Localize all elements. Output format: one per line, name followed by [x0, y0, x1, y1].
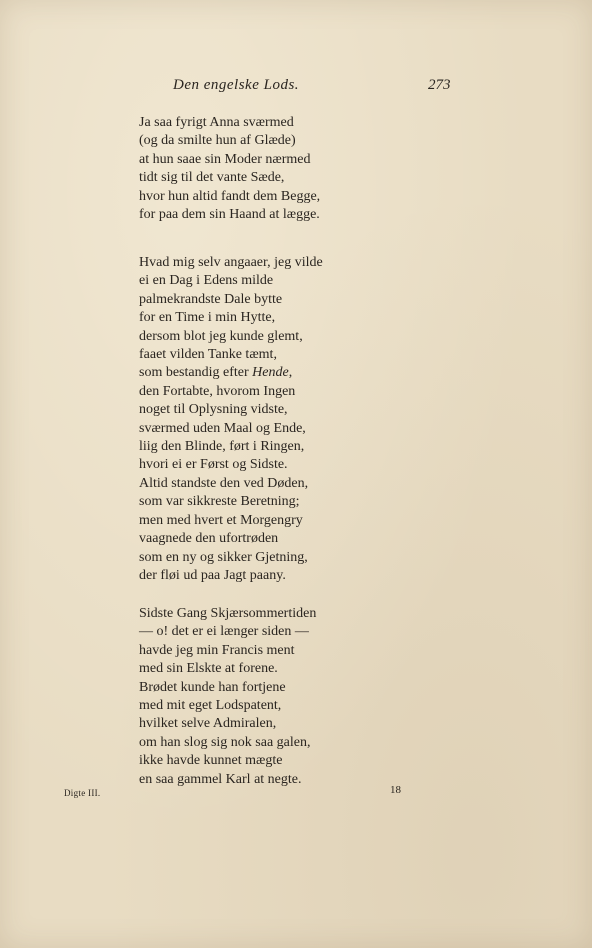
verse-line: om han slog sig nok saa galen,	[139, 734, 311, 750]
verse-line: med mit eget Lodspatent,	[139, 698, 282, 714]
verse-line: for paa dem sin Haand at lægge.	[139, 207, 320, 223]
verse-line: ei en Dag i Edens milde	[139, 273, 274, 289]
verse-line: Brødet kunde han fortjene	[139, 679, 286, 695]
verse-line: palmekrandste Dale bytte	[139, 291, 283, 307]
verse-line: havde jeg min Francis ment	[139, 642, 295, 658]
verse-line: Ja saa fyrigt Anna sværmed	[139, 115, 294, 130]
verse-line: liig den Blinde, ført i Ringen,	[139, 439, 305, 455]
page-number: 273	[428, 77, 451, 93]
verse-line: Hvad mig selv angaaer, jeg vilde	[139, 255, 323, 270]
verse-line: Sidste Gang Skjærsommertiden	[139, 606, 317, 621]
verse-line: ikke havde kunnet mægte	[139, 753, 283, 769]
stanza-2	[139, 254, 323, 585]
verse-line: hvori ei er Først og Sidste.	[139, 457, 288, 473]
verse-line: som var sikkreste Beretning;	[139, 494, 300, 510]
verse-line: noget til Oplysning vidste,	[139, 402, 288, 418]
verse-line: som bestandig efter Hende,	[139, 365, 293, 381]
running-title: Den engelske Lods.	[173, 77, 300, 93]
volume-signature: Digte III.	[64, 788, 101, 798]
verse-line: faaet vilden Tanke tæmt,	[139, 347, 277, 363]
verse-line: tidt sig til det vante Sæde,	[139, 170, 285, 186]
verse-line: at hun saae sin Moder nærmed	[139, 151, 311, 167]
verse-line: sværmed uden Maal og Ende,	[139, 420, 306, 436]
verse-line: en saa gammel Karl at negte.	[139, 771, 302, 787]
verse-line: men med hvert et Morgengry	[139, 512, 303, 528]
verse-line: som en ny og sikker Gjetning,	[139, 549, 308, 565]
verse-line: dersom blot jeg kunde glemt,	[139, 328, 303, 344]
sheet-number: 18	[390, 784, 401, 796]
stanza-3	[139, 605, 316, 789]
verse-line: (og da smilte hun af Glæde)	[139, 133, 296, 149]
emphasis: Hende	[252, 365, 289, 381]
verse-line: Altid standste den ved Døden,	[139, 475, 309, 491]
verse-line: hvilket selve Admiralen,	[139, 716, 277, 732]
verse-line: — o! det er ei længer siden —	[139, 624, 309, 640]
verse-line: der fløi ud paa Jagt paany.	[139, 567, 286, 583]
verse-line: for en Time i min Hytte,	[139, 310, 276, 326]
verse-line: hvor hun altid fandt dem Begge,	[139, 188, 321, 204]
verse-line: vaagnede den ufortrøden	[139, 531, 279, 547]
stanza-1	[139, 114, 320, 224]
verse-line: med sin Elskte at forene.	[139, 661, 278, 677]
verse-line: den Fortabte, hvorom Ingen	[139, 383, 296, 399]
